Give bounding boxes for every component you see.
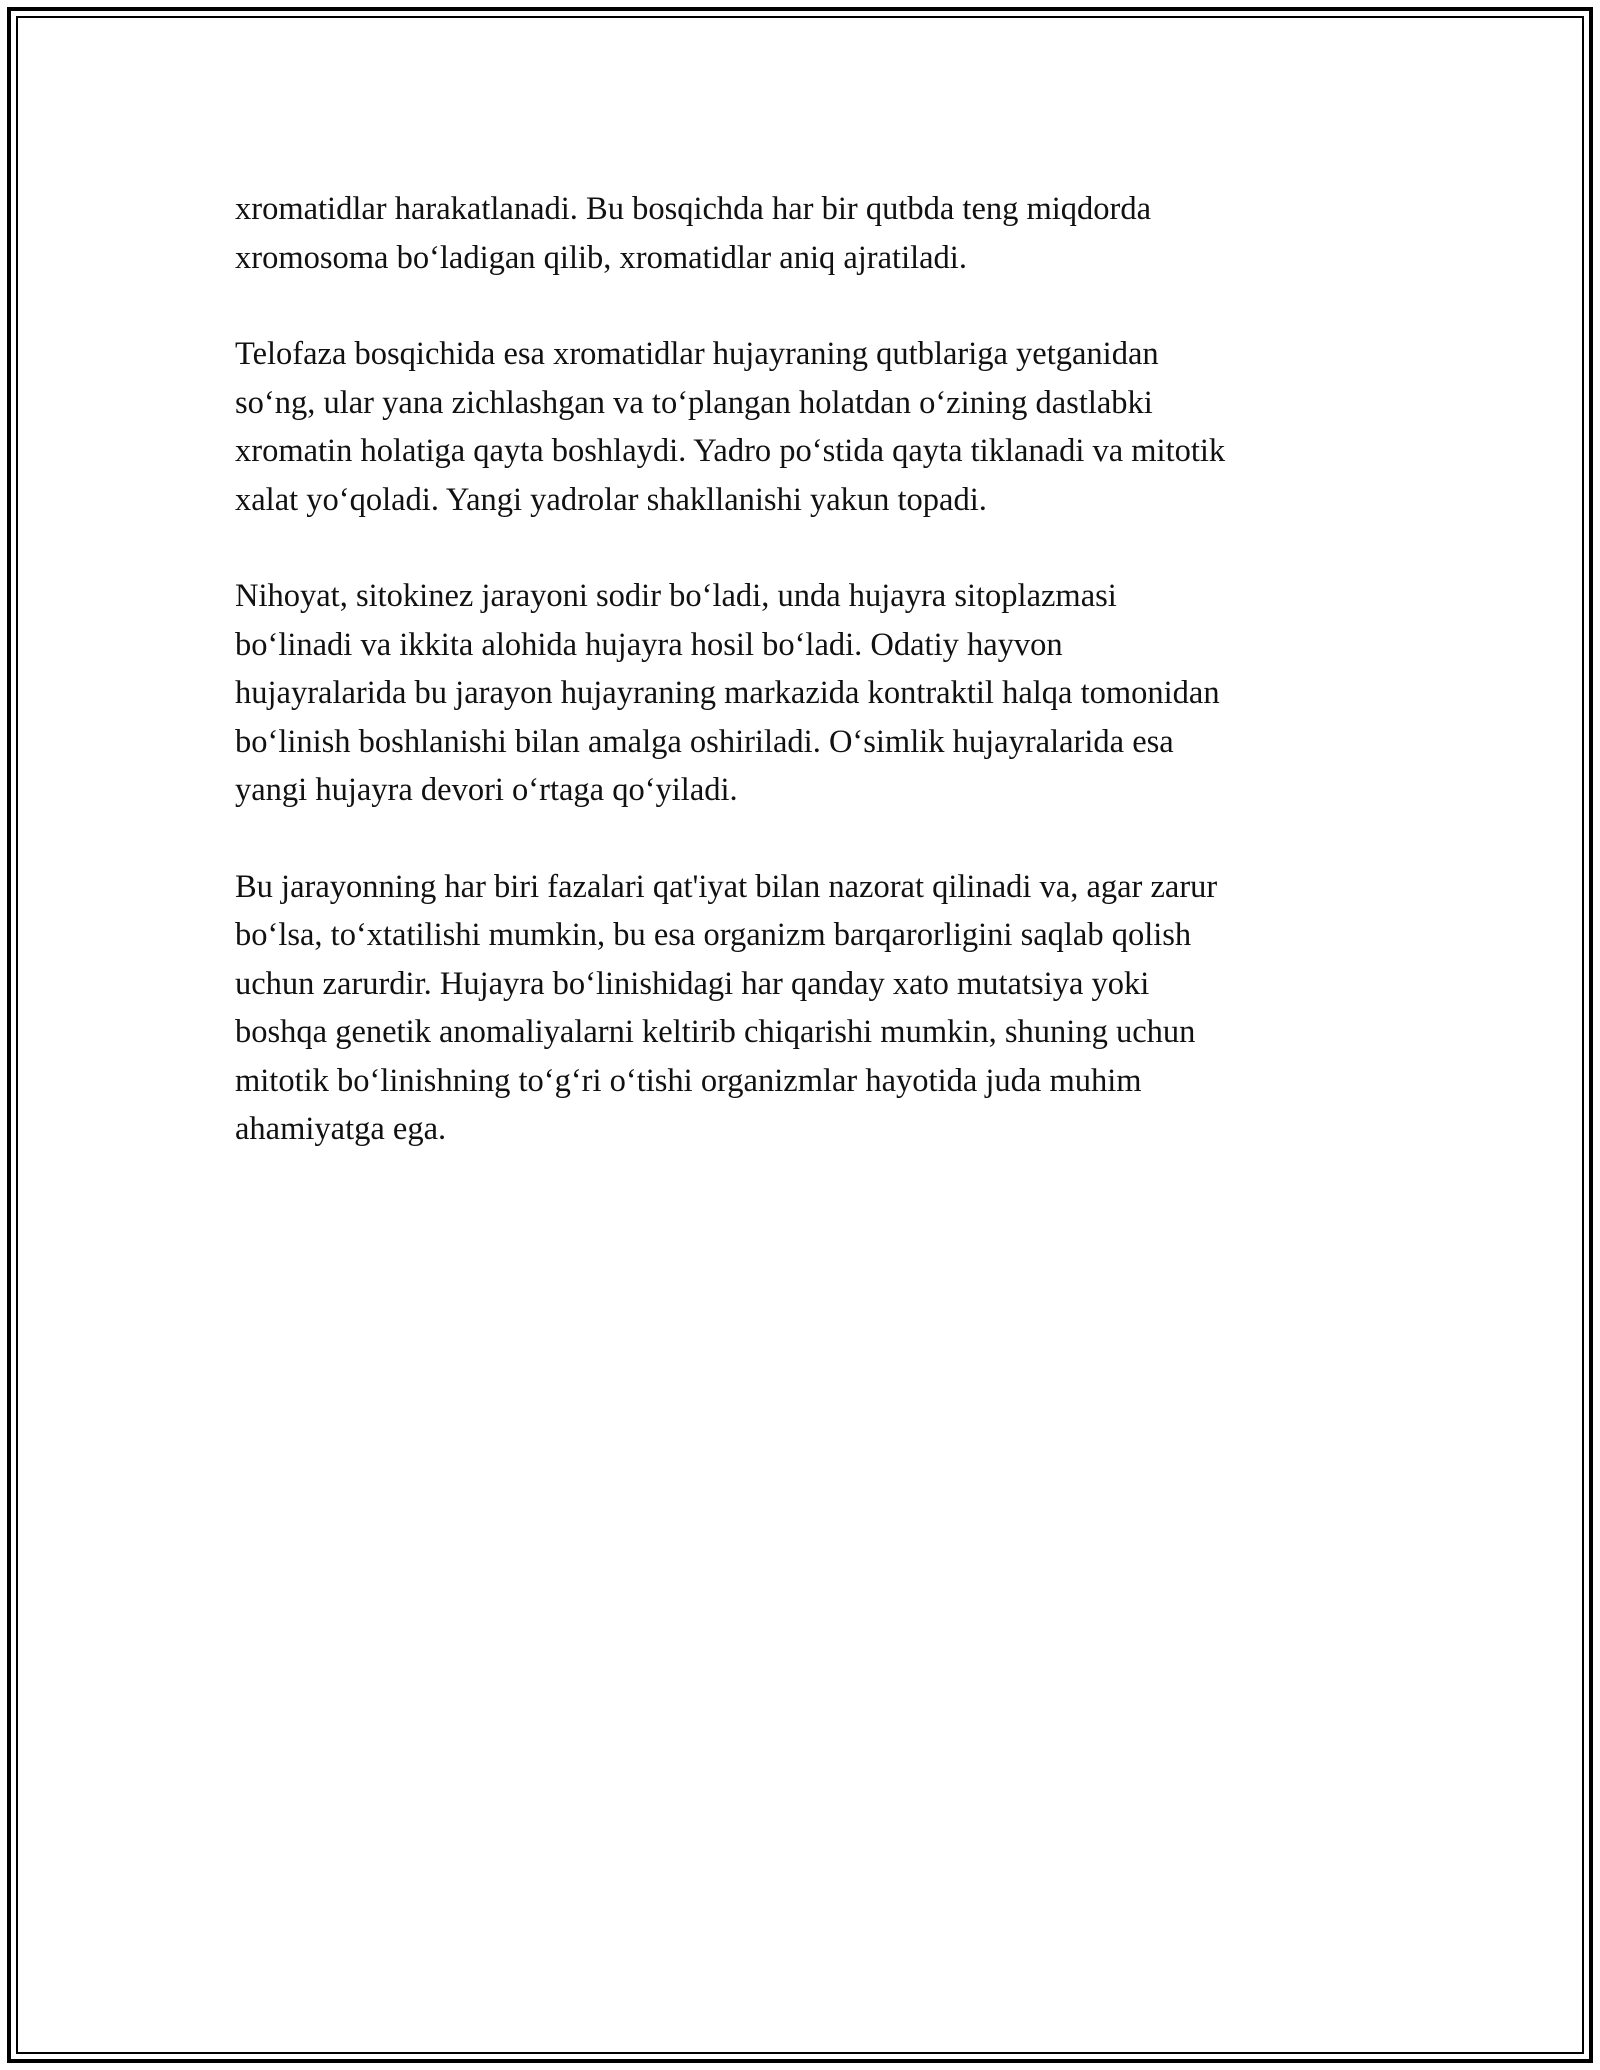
paragraph-cytokinesis: [235, 572, 1365, 815]
text-line: bo‘lsa, to‘xtatilishi mumkin, bu esa organizm barqarorligini saqlab qolish: [235, 917, 1192, 953]
text-line: Nihoyat, sitokinez jarayoni sodir bo‘ladi, unda hujayra sitoplazmasi: [235, 578, 1117, 614]
text-line: xromatidlar harakatlanadi. Bu bosqichda har bir qutbda teng miqdorda: [235, 191, 1152, 227]
text-line: xromosoma bo‘ladigan qilib, xromatidlar aniq ajratiladi.: [235, 239, 967, 276]
paragraph-regulation: [235, 863, 1365, 1154]
text-line: mitotik bo‘linishning to‘g‘ri o‘tishi organizmlar hayotida juda muhim: [235, 1062, 1142, 1099]
paragraph-anaphase-end: [235, 185, 1365, 282]
paragraph-telophase: [235, 330, 1365, 524]
text-line: so‘ng, ular yana zichlashgan va to‘plangan holatdan o‘zining dastlabki: [235, 384, 1153, 421]
text-line: yangi hujayra devori o‘rtaga qo‘yiladi.: [235, 772, 738, 808]
text-line: xromatin holatiga qayta boshlaydi. Yadro po‘stida qayta tiklanadi va mitotik: [235, 433, 1226, 469]
text-line: Bu jarayonning har biri fazalari qat'iyat bilan nazorat qilinadi va, agar zarur: [235, 868, 1218, 905]
text-line: ahamiyatga ega.: [235, 1111, 447, 1147]
text-line: Telofaza bosqichida esa xromatidlar hujayraning qutblariga yetganidan: [235, 336, 1159, 372]
text-line: uchun zarurdir. Hujayra bo‘linishidagi har qanday xato mutatsiya yoki: [235, 965, 1150, 1002]
text-line: boshqa genetik anomaliyalarni keltirib chiqarishi mumkin, shuning uchun: [235, 1014, 1196, 1050]
document-body: [235, 185, 1365, 1202]
text-line: bo‘linadi va ikkita alohida hujayra hosil bo‘ladi. Odatiy hayvon: [235, 626, 1063, 663]
text-line: bo‘linish boshlanishi bilan amalga oshiriladi. O‘simlik hujayralarida esa: [235, 723, 1174, 760]
text-line: hujayralarida bu jarayon hujayraning markazida kontraktil halqa tomonidan: [235, 675, 1220, 711]
text-line: xalat yo‘qoladi. Yangi yadrolar shakllanishi yakun topadi.: [235, 481, 987, 518]
